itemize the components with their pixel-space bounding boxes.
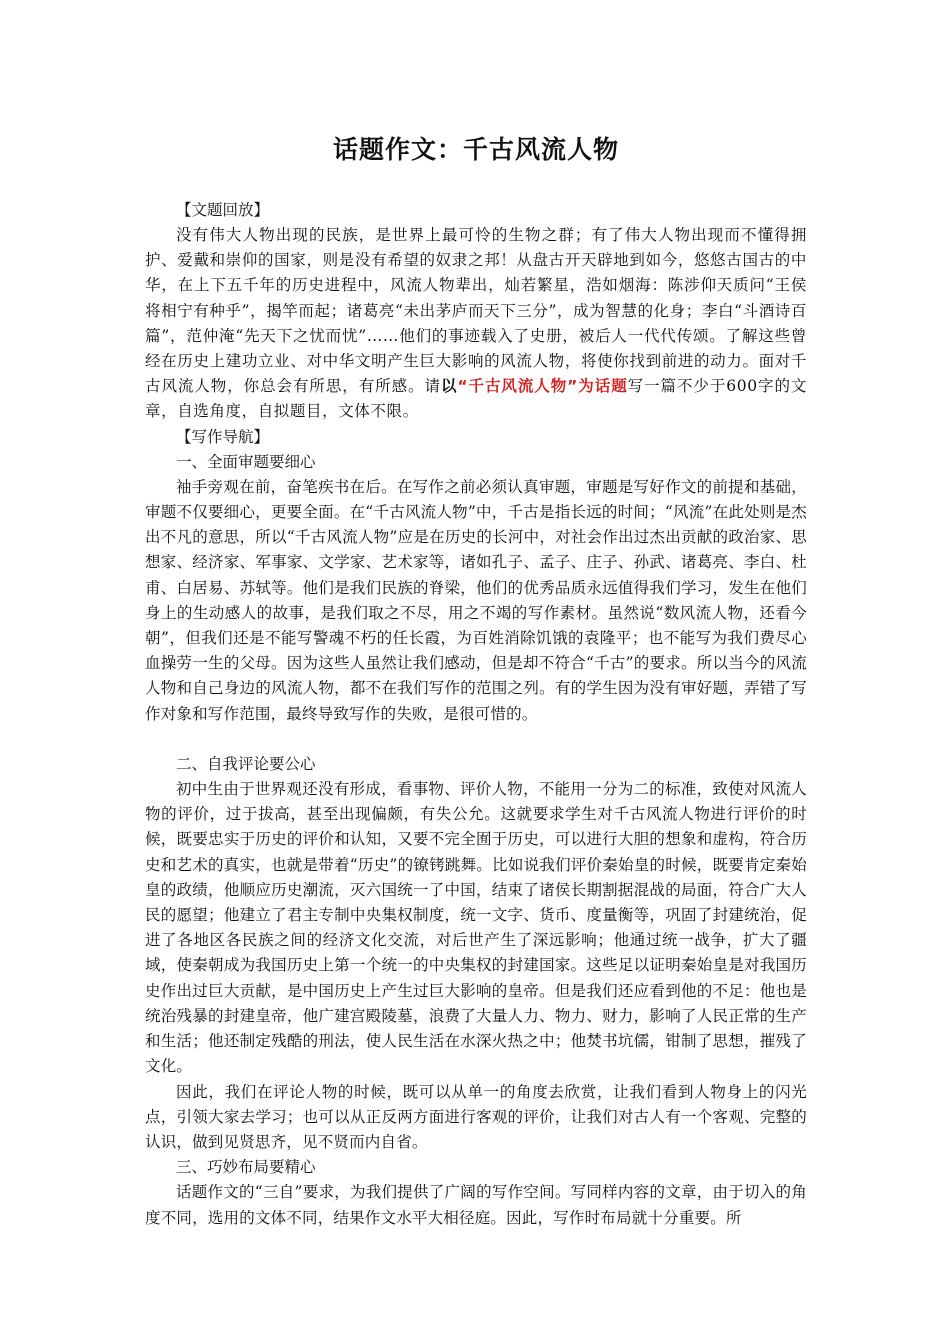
prompt-requirement: 写一篇不少于600字的文章，自选角度，自拟题目，文体不限。: [145, 377, 807, 421]
document-page: [145, 130, 807, 1231]
prompt-section-label: 【文题回放】: [176, 201, 270, 219]
paragraph-spacer: [145, 727, 807, 752]
prompt-paragraph: [145, 223, 807, 425]
prompt-text: 没有伟大人物出现的民族，是世界上最可怜的生物之群；有了伟大人物出现而不懂得拥护、爱戴和崇仰的国家，则是没有希望的奴隶之邦！从盘古开天辟地到如今，悠悠古国古的中华，在上下五千年的历史进程中，风流人物辈出，灿若繁星，浩如烟海：陈涉仰天质问“王侯将相宁有种乎”，揭竿而起；诸葛亮“未出茅庐而天下三分”，成为智慧的化身；李白“斗酒诗百篇”，范仲淹“先天下之忧而忧”……他们的事迹载入了史册，被后人一代代传颂。了解这些曾经在历史上建功立业、对中华文明产生巨大影响的风流人物，将使你找到前进的动力。面对千古风流人物，你总会有所思，有所感。请: [145, 226, 807, 396]
guide-section-label: 【写作导航】: [176, 427, 270, 446]
document-title: 话题作文：千古风流人物: [332, 135, 619, 164]
section-2-paragraph-2: 因此，我们在评论人物的时候，既可以从单一的角度去欣赏，让我们看到人物身上的闪光点，引领大家去学习；也可以从正反两方面进行客观的评价，让我们对古人有一个客观、完整的认识，做到见贤思齐，见不贤而内自省。: [145, 1082, 807, 1151]
section-1-paragraph: 袖手旁观在前，奋笔疾书在后。在写作之前必须认真审题，审题是写好作文的前提和基础，审题不仅要细心，更要全面。在“千古风流人物”中，千古是指长远的时间；“风流”在此处则是杰出不凡的意思，所以“千古风流人物”应是在历史的长河中，对社会作出过杰出贡献的政治家、思想家、经济家、军事家、文学家、艺术家等，诸如孔子、孟子、庄子、孙武、诸葛亮、李白、杜甫、白居易、苏轼等。他们是我们民族的脊梁，他们的优秀品质永远值得我们学习，发生在他们身上的生动感人的故事，是我们取之不尽，用之不竭的写作素材。虽然说“数风流人物，还看今朝”，但我们还是不能写警魂不朽的任长霞，为百姓消除饥饿的袁隆平；也不能写为我们费尽心血操劳一生的父母。因为这些人虽然让我们感动，但是却不符合“千古”的要求。所以当今的风流人物和自己身边的风流人物，都不在我们写作的范围之列。有的学生因为没有审好题，弄错了写作对象和写作范围，最终导致写作的失败，是很可惜的。: [145, 477, 807, 723]
prompt-emphasis: “千古风流人物”为话题: [457, 377, 628, 396]
section-heading-2: 二、自我评论要公心: [176, 754, 316, 773]
section-heading-1: 一、全面审题要细心: [176, 452, 316, 471]
section-heading-3: 三、巧妙布局要精心: [176, 1158, 316, 1177]
prompt-bold-lead: 以: [440, 377, 458, 396]
section-3-paragraph: 话题作文的“三自”要求，为我们提供了广阔的写作空间。写同样内容的文章，由于切入的角度不同，选用的文体不同，结果作文水平大相径庭。因此，写作时布局就十分重要。所: [145, 1183, 807, 1227]
section-2-paragraph-1: 初中生由于世界观还没有形成，看事物、评价人物，不能用一分为二的标准，致使对风流人物的评价，过于拔高，甚至出现偏颇，有失公允。这就要求学生对千古风流人物进行评价的时候，既要忠实于历史的评价和认知，又要不完全囿于历史，可以进行大胆的想象和虚构，符合历史和艺术的真实，也就是带着“历史”的镣铐跳舞。比如说我们评价秦始皇的时候，既要肯定秦始皇的政绩，他顺应历史潮流，灭六国统一了中国，结束了诸侯长期割据混战的局面，符合广大人民的愿望；他建立了君主专制中央集权制度，统一文字、货币、度量衡等，巩固了封建统治，促进了各地区各民族之间的经济文化交流，对后世产生了深远影响；他通过统一战争，扩大了疆域，使秦朝成为我国历史上第一个统一的中央集权的封建国家。这些足以证明秦始皇是对我国历史作出过巨大贡献，是中国历史上产生过巨大影响的皇帝。但是我们还应看到他的不足：他也是统治残暴的封建皇帝，他广建宫殿陵墓，浪费了大量人力、物力、财力，影响了人民正常的生产和生活；他还制定残酷的刑法，使人民生活在水深火热之中；他焚书坑儒，钳制了思想，摧残了文化。: [145, 780, 807, 1076]
